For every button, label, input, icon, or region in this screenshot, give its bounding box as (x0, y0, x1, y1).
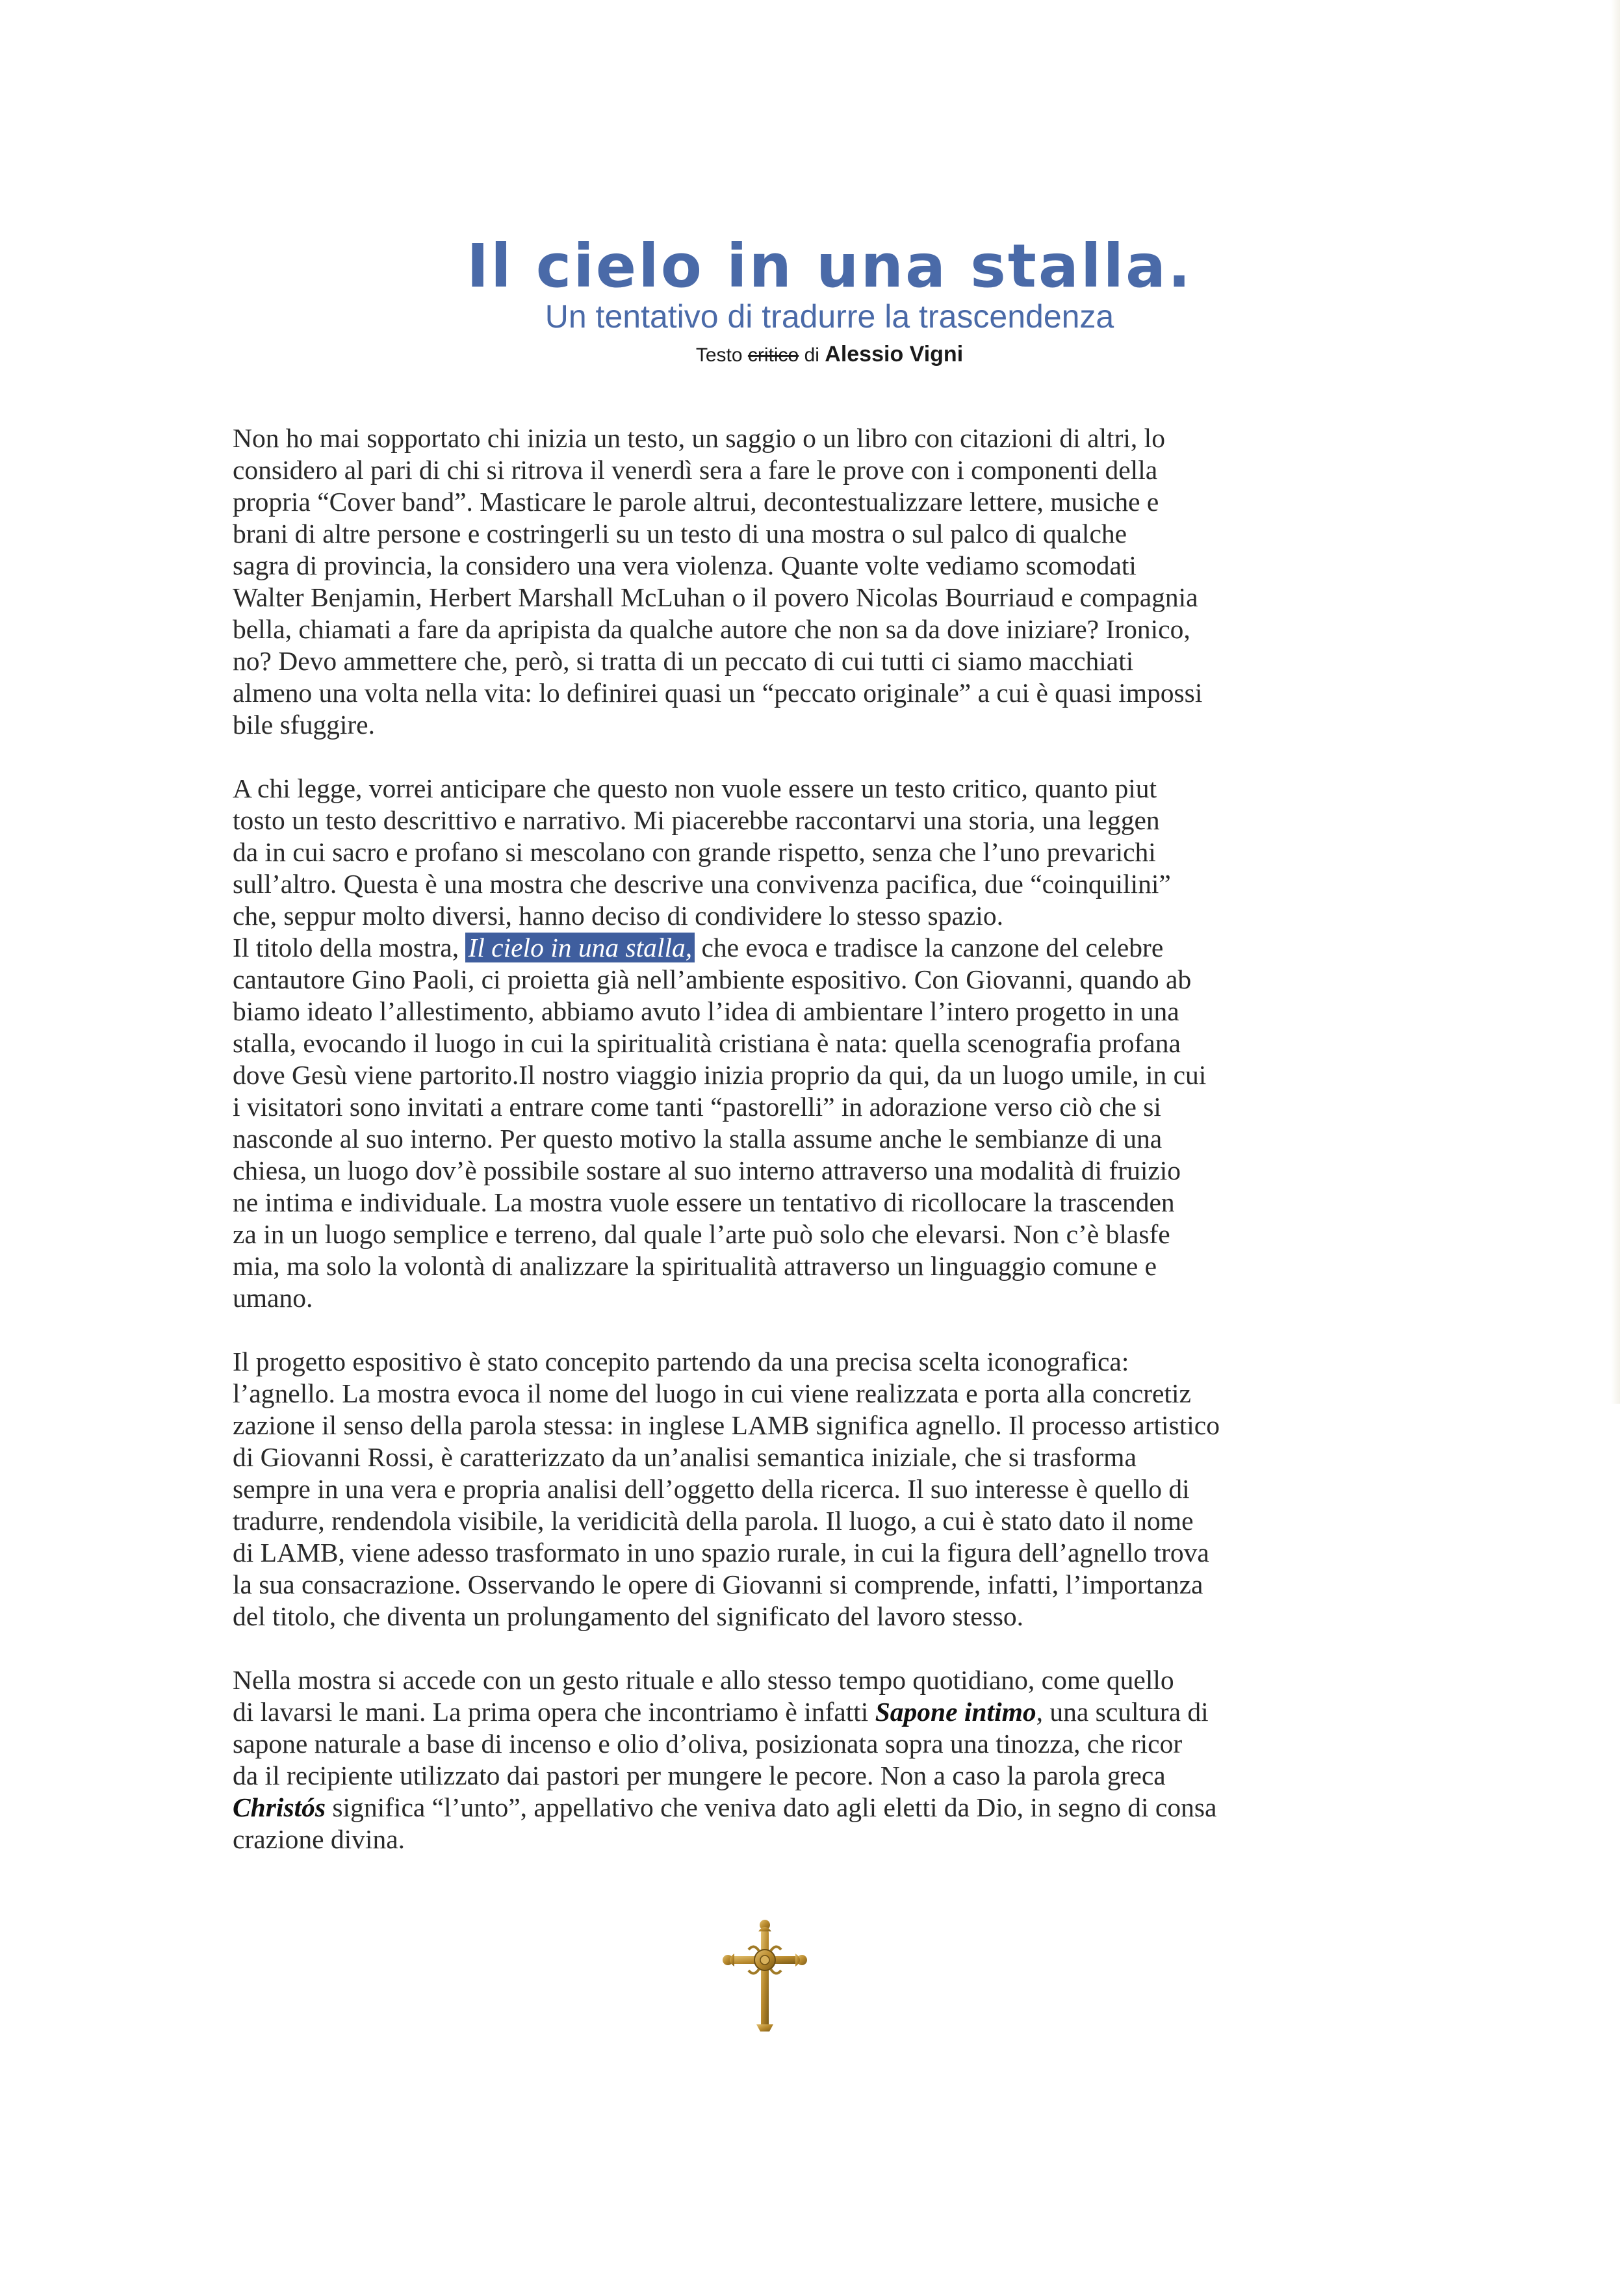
credit-mid: di (799, 344, 825, 366)
greek-term: Christós (233, 1792, 326, 1822)
article-body (233, 422, 1389, 1887)
document-header (0, 231, 1620, 368)
golden-cross-icon (723, 1917, 807, 2034)
author-name: Alessio Vigni (825, 342, 964, 367)
paragraph-3-start: Il titolo della mostra, (233, 933, 466, 962)
paragraph-5-part-c: significa “l’unto”, appellativo che veniva dato agli eletti da Dio, in segno di consa crazione divina. (233, 1792, 1217, 1854)
paragraph-3 (233, 932, 1389, 1314)
paragraph-1: Non ho mai sopportato chi inizia un testo, un saggio o un libro con citazioni di altri, lo considero al pari di chi si ritrova il venerdì sera a fare le prove con i componenti della propria “Cover band”. Masticare le parole altrui, decontestualizzare lettere, musiche e brani di altre persone e costringerli su un testo di una mostra o sul palco di qualche sagra di provincia, la considero una vera violenza. Quante volte vediamo scomodati Walter Benjamin, Herbert Marshall McLuhan o il povero Nicolas Bourriaud e compagnia bella, chiamati a fare da apripista da qualche autore che non sa da dove iniziare? Ironico, no? Devo ammettere che, però, si tratta di un peccato di cui tutti ci siamo macchiati almeno una volta nella vita: lo definirei quasi un “peccato originale” a cui è quasi impossi bile sfuggire. (233, 423, 1203, 740)
artwork-title: Sapone intimo (875, 1697, 1036, 1727)
paragraph-4: Il progetto espositivo è stato concepito partendo da una precisa scelta iconografica: l’agnello. La mostra evoca il nome del luogo in cui viene realizzata e porta alla concretiz zazione il senso della parola stessa: in inglese LAMB significa agnello. Il processo artistico di Giovanni Rossi, è caratterizzato da un’analisi semantica iniziale, che si trasforma sempre in una vera e propria analisi dell’oggetto della ricerca. Il suo interesse è quello di tradurre, rendendola visibile, la veridicità della parola. Il luogo, a cui è stato dato il nome di LAMB, viene adesso trasformato in uno spazio rurale, in cui la figura dell’agnello trova la sua consacrazione. Osservando le opere di Giovanni si comprende, infatti, l’importanza del titolo, che diventa un prolungamento del significato del lavoro stesso. (233, 1347, 1220, 1631)
page-title: Il cielo in una stalla. (466, 231, 1193, 301)
page-edge-shadow (1611, 0, 1620, 1404)
highlighted-title-selection[interactable]: Il cielo in una stalla, (465, 933, 695, 962)
credit-struck-word: critico (747, 344, 799, 366)
credit-prefix: Testo (695, 344, 748, 366)
author-credit (0, 341, 1620, 368)
paragraph-2: A chi legge, vorrei anticipare che questo non vuole essere un testo critico, quanto piut tosto un testo descrittivo e narrativo. Mi piacerebbe raccontarvi una storia, una leggen da in cui sacro e profano si mescolano con grande rispetto, senza che l’uno prevarichi sull’altro. Questa è una mostra che descrive una convivenza pacifica, due “coinquilini” che, seppur molto diversi, hanno deciso di condividere lo stesso spazio. (233, 773, 1171, 931)
paragraph-5-part-a: Nella mostra si accede con un gesto rituale e allo stesso tempo quotidiano, come quello di lavarsi le mani. La prima opera che incontriamo è infatti (233, 1665, 1174, 1727)
paragraph-3-rest: che evoca e tradisce la canzone del celebre cantautore Gino Paoli, ci proietta già nell’ambiente espositivo. Con Giovanni, quando ab biamo ideato l’allestimento, abbiamo avuto l’idea di ambientare l’intero progetto in una stalla, evocando il luogo in cui la spiritualità cristiana è nata: quella scenografia profana dove Gesù viene partorito.Il nostro viaggio inizia proprio da qui, da un luogo umile, in cui i visitatori sono invitati a entrare come tanti “pastorelli” in adorazione verso ciò che si nasconde al suo interno. Per questo motivo la stalla assume anche le sembianze di una chiesa, un luogo dov’è possibile sostare al suo interno attraverso una modalità di fruizio ne intima e individuale. La mostra vuole essere un tentativo di ricollocare la trascenden za in un luogo semplice e terreno, dal quale l’arte può solo che elevarsi. Non c’è blasfe mia, ma solo la volontà di analizzare la spiritualità attraverso un linguaggio comune e umano. (233, 933, 1207, 1313)
paragraph-5 (233, 1664, 1389, 1855)
paragraph-5-part-b: , una scultura di sapone naturale a base di incenso e olio d’oliva, posizionata sopra una tinozza, che ricor da il recipiente utilizzato dai pastori per mungere le pecore. Non a caso la parola greca (233, 1697, 1209, 1790)
page-subtitle: Un tentativo di tradurre la trascendenza (545, 298, 1114, 335)
